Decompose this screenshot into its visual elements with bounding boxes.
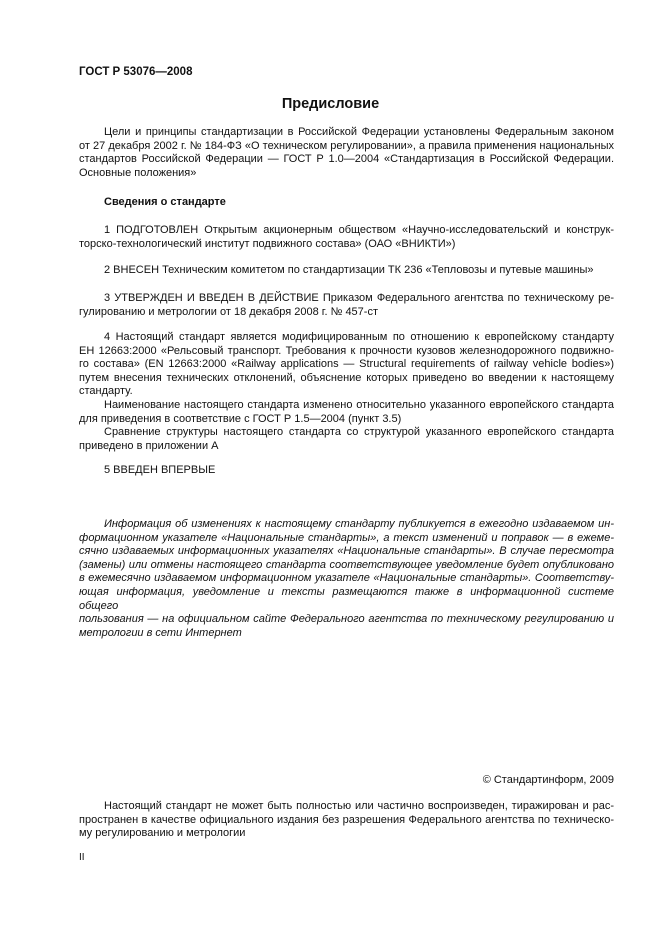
item-5	[79, 464, 614, 478]
item-1	[79, 224, 614, 251]
text-line: 4 Настоящий стандарт является модифицированным по отношению к европейскому стандарту	[104, 331, 614, 343]
intro-paragraph	[79, 126, 614, 180]
text-line: Цели и принципы стандартизации в Российской Федерации установлены Федеральным законом	[104, 126, 614, 138]
text-line: Информация об изменениях к настоящему стандарту публикуется в ежегодно издаваемом ин-	[104, 518, 614, 530]
text-line: стандартов Российской Федерации — ГОСТ Р 1.0—2004 «Стандартизация в Российской Федерации.	[79, 153, 614, 166]
text-line: гулированию и метрологии от 18 декабря 2008 г. № 457-ст	[79, 305, 378, 318]
text-line: пользования — на официальном сайте Федерального агентства по техническому регулированию и	[79, 613, 614, 626]
text-line: му регулированию и метрологии	[79, 827, 246, 840]
text-line: 3 УТВЕРЖДЕН И ВВЕДЕН В ДЕЙСТВИЕ Приказом Федерального агентства по техническому ре-	[104, 292, 614, 304]
text-line: ющая информация, уведомление и тексты размещаются также в информационной системе общего	[79, 585, 614, 612]
text-line: (замены) или отмены настоящего стандарта соответствующее уведомление будет опубликовано	[79, 558, 614, 571]
text-line: Сравнение структуры настоящего стандарта со структурой указанного европейского стандарта	[104, 426, 614, 439]
text-line: путем внесения технических отклонений, объяснение которых приведено во введении к настоящему	[79, 371, 614, 384]
text-line: от 27 декабря 2002 г. № 184-ФЗ «О техническом регулировании», а правила применения национальных	[79, 139, 614, 152]
info-paragraph	[79, 518, 614, 640]
text-line: формационном указателе «Национальные стандарты», а текст изменений и поправок — в ежеме-	[79, 531, 614, 544]
text-line: для приведения в соответствие с ГОСТ Р 1.5—2004 (пункт 3.5)	[79, 412, 402, 425]
copyright-notice: © Стандартинформ, 2009	[482, 774, 614, 786]
text-line: 5 ВВЕДЕН ВПЕРВЫЕ	[104, 464, 216, 476]
text-line: ЕН 12663:2000 «Рельсовый транспорт. Требования к прочности кузовов железнодорожного подвижно-	[79, 344, 614, 357]
section-subtitle: Сведения о стандарте	[104, 196, 226, 208]
reproduction-notice	[79, 800, 614, 841]
page-title: Предисловие	[281, 96, 380, 112]
text-line: Настоящий стандарт не может быть полностью или частично воспроизведен, тиражирован и рас-	[104, 800, 614, 812]
item-3	[79, 292, 614, 319]
text-line: 1 ПОДГОТОВЛЕН Открытым акционерным обществом «Научно-исследовательский и конструк-	[104, 224, 614, 236]
text-line: 2 ВНЕСЕН Техническим комитетом по стандартизации ТК 236 «Тепловозы и путевые машины»	[104, 264, 594, 276]
text-line: сячно издаваемых информационных указателях «Национальные стандарты». В случае пересмотра	[79, 545, 614, 558]
text-line: приведено в приложении А	[79, 439, 219, 452]
text-line: Основные положения»	[79, 166, 197, 179]
text-line: стандарту.	[79, 385, 133, 398]
text-line: Наименование настоящего стандарта изменено относительно указанного европейского стандарта	[104, 398, 614, 411]
text-line: го состава» (EN 12663:2000 «Railway applications — Structural requirements of railway vehicle bodies»)	[79, 358, 614, 371]
item-2	[79, 264, 614, 278]
text-line: пространен в качестве официального издания без разрешения Федерального агентства по техническо-	[79, 813, 614, 826]
page-number: II	[79, 852, 85, 863]
text-line: метрологии в сети Интернет	[79, 626, 242, 639]
document-id: ГОСТ Р 53076—2008	[79, 66, 193, 78]
item-4	[79, 331, 614, 453]
text-line: в ежемесячно издаваемом информационном указателе «Национальные стандарты». Соответству-	[79, 572, 614, 585]
text-line: торско-технологический институт подвижного состава» (ОАО «ВНИКТИ»)	[79, 237, 456, 250]
